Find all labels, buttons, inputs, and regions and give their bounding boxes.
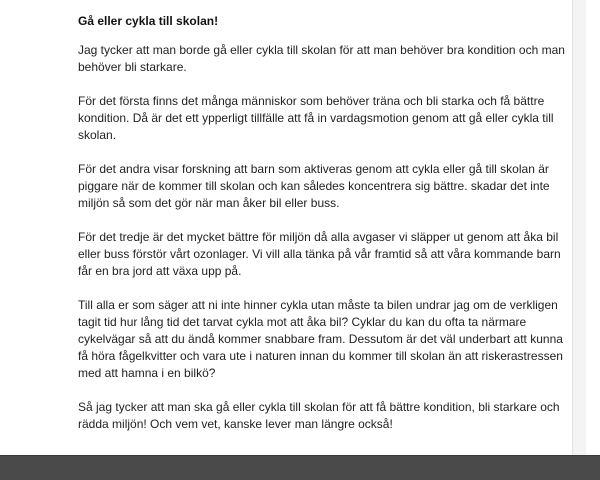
document-title: Gå eller cykla till skolan! <box>78 14 219 28</box>
paragraph-intro: Jag tycker att man borde gå eller cykla till skolan för att man behöver bra kondition och man behöver bli starkare. <box>78 43 565 74</box>
bottom-bar <box>0 455 600 480</box>
document-content <box>78 13 568 450</box>
paragraph-third-argument: För det tredje är det mycket bättre för miljön då alla avgaser vi släpper ut genom att åka bil eller buss förstör vårt ozonlager. Vi vill alla tänka på vår framtid så att våra kommande barn får en bra jord att växa upp på. <box>78 230 561 278</box>
vertical-scrollbar[interactable] <box>572 0 586 455</box>
paragraph-counter-argument: Till alla er som säger att ni inte hinner cykla utan måste ta bilen undrar jag om de verkligen tagit tid hur lång tid det tarvat cykla mot att åka bil? Cyklar du kan du ofta ta närmare cykelvägar så att du ändå kommer snabbare fram. Dessutom är det väl underbart att kunna få höra fågelkvitter och vara ute i naturen innan du kommer till skolan än att riskerastressen med att hamna i en bilkö? <box>78 298 563 380</box>
paragraph-conclusion: Så jag tycker att man ska gå eller cykla till skolan för att få bättre kondition, bli starkare och rädda miljön! Och vem vet, kanske lever man längre också! <box>78 400 560 431</box>
paragraph-second-argument: För det andra visar forskning att barn som aktiveras genom att cykla eller gå till skolan är piggare när de kommer till skolan och kan således koncentrera sig bättre. skadar det inte miljön så som det gör när man åker bil eller buss. <box>78 162 550 210</box>
paragraph-first-argument: För det första finns det många människor som behöver träna och bli starka och få bättre kondition. Då är det ett ypperligt tillfälle att få in vardagsmotion genom att gå eller cykla till skolan. <box>78 94 554 142</box>
